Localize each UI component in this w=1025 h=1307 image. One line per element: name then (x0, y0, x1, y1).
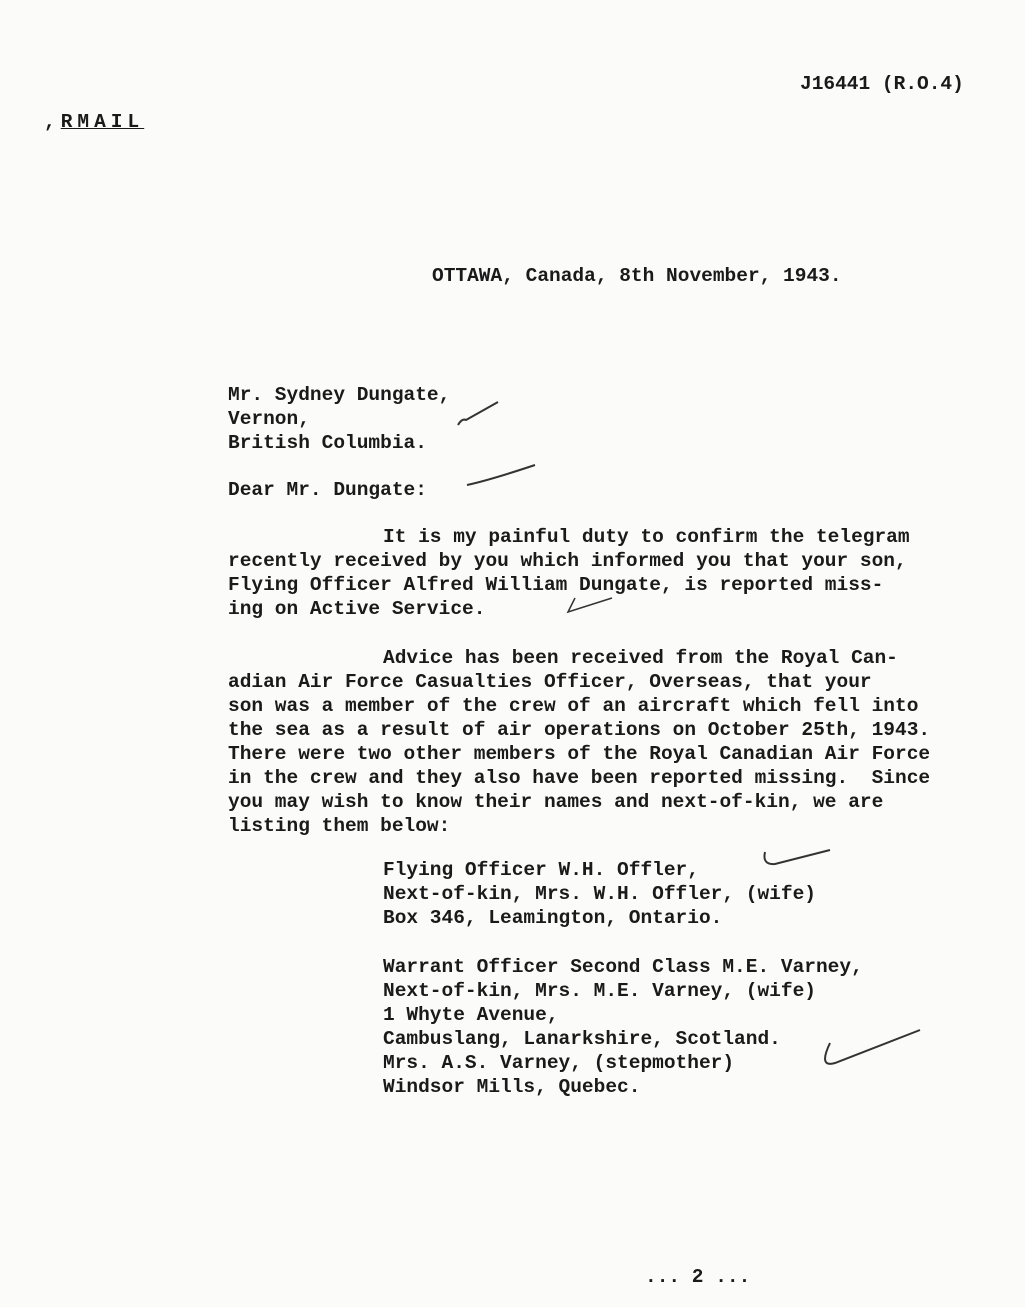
text-line: listing them below: (228, 815, 451, 837)
text-line: Windsor Mills, Quebec. (383, 1076, 641, 1098)
text-line: Flying Officer W.H. Offler, (383, 859, 699, 881)
text-line: ing on Active Service. (228, 598, 486, 620)
crew-member-1 (383, 858, 816, 930)
text-line: Cambuslang, Lanarkshire, Scotland. (383, 1028, 781, 1050)
date-line: OTTAWA, Canada, 8th November, 1943. (432, 265, 842, 287)
text-line: It is my painful duty to confirm the telegram (383, 526, 910, 548)
check-mark-icon (467, 465, 535, 485)
text-line: in the crew and they also have been reported missing. Since (228, 767, 931, 789)
text-line: Box 346, Leamington, Ontario. (383, 907, 723, 929)
recipient-address (228, 383, 450, 455)
paragraph-1 (228, 525, 910, 621)
text-line: Mrs. A.S. Varney, (stepmother) (383, 1052, 735, 1074)
text-line: you may wish to know their names and next-of-kin, we are (228, 791, 884, 813)
text-line: the sea as a result of air operations on October 25th, 1943. (228, 719, 931, 741)
text-line: adian Air Force Casualties Officer, Overseas, that your (228, 671, 872, 693)
text-line: son was a member of the crew of an aircraft which fell into (228, 695, 919, 717)
file-reference: J16441 (R.O.4) (800, 73, 964, 95)
text-line: There were two other members of the Royal Canadian Air Force (228, 743, 931, 765)
mail-type: RMAIL (60, 111, 145, 133)
text-line: Warrant Officer Second Class M.E. Varney, (383, 956, 863, 978)
address-line: Vernon, (228, 408, 310, 430)
mail-type-heading: ,RMAIL (44, 111, 145, 133)
paragraph-2 (228, 646, 930, 838)
text-line: Advice has been received from the Royal Can- (383, 647, 898, 669)
salutation: Dear Mr. Dungate: (228, 479, 427, 501)
text-line: 1 Whyte Avenue, (383, 1004, 559, 1026)
text-line: Next-of-kin, Mrs. M.E. Varney, (wife) (383, 980, 816, 1002)
address-line: British Columbia. (228, 432, 427, 454)
text-line: Flying Officer Alfred William Dungate, is reported miss- (228, 574, 884, 596)
text-line: Next-of-kin, Mrs. W.H. Offler, (wife) (383, 883, 816, 905)
address-line: Mr. Sydney Dungate, (228, 384, 451, 406)
text-line: recently received by you which informed you that your son, (228, 550, 907, 572)
crew-member-2 (383, 955, 863, 1099)
check-mark-icon (458, 402, 498, 425)
page-marker: ... 2 ... (645, 1266, 751, 1288)
